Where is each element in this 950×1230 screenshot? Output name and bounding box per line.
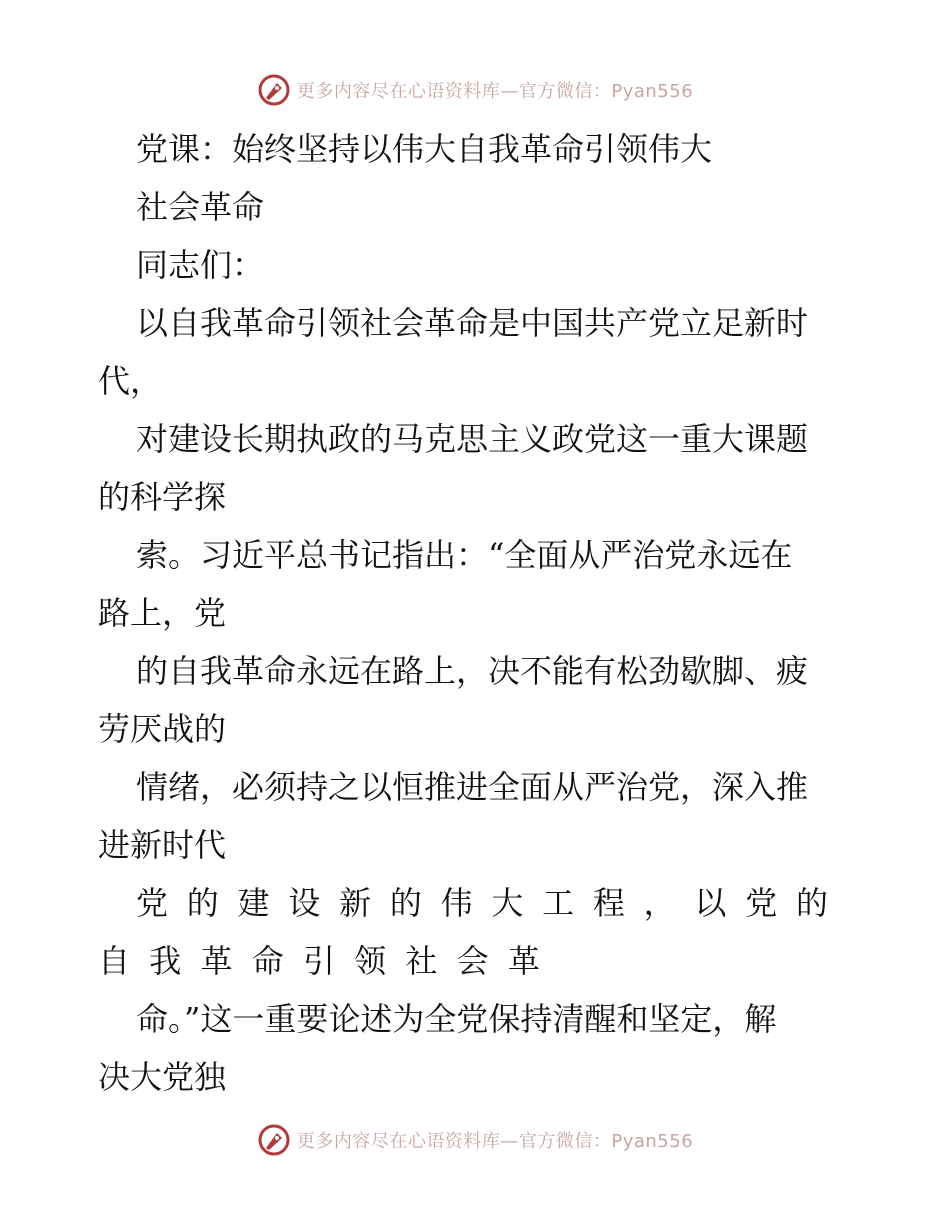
justified-char: 以 <box>694 884 727 922</box>
justified-char: ， <box>643 884 676 922</box>
justified-char: 命 <box>251 942 284 980</box>
title-line-1: 党课：始终坚持以伟大自我革命引领伟大 <box>136 130 713 168</box>
title-line-2: 社会革命 <box>136 188 265 226</box>
justified-char: 革 <box>200 942 233 980</box>
justified-char: 社 <box>405 942 438 980</box>
pen-nib-logo-icon <box>257 73 291 107</box>
footer-watermark <box>0 1120 950 1160</box>
justified-char: 引 <box>302 942 335 980</box>
paragraph-line: 命。”这一重要论述为全党保持清醒和坚定，解 <box>136 1000 777 1038</box>
document-body <box>98 120 858 1106</box>
justified-char: 自 <box>98 942 131 980</box>
justified-line-1 <box>98 874 828 932</box>
justified-char: 新 <box>339 884 372 922</box>
justified-char: 革 <box>507 942 540 980</box>
justified-char: 程 <box>592 884 625 922</box>
justified-line-2 <box>98 932 540 990</box>
paragraph-line: 劳厌战的 <box>98 710 227 748</box>
watermark-text: 更多内容尽在心语资料库—官方微信：Pyan556 <box>296 81 694 102</box>
justified-char: 党 <box>745 884 778 922</box>
watermark-text: 更多内容尽在心语资料库—官方微信：Pyan556 <box>296 1131 694 1152</box>
paragraph-line: 以自我革命引领社会革命是中国共产党立足新时 <box>136 304 809 342</box>
justified-char: 工 <box>542 884 575 922</box>
justified-char: 设 <box>288 884 321 922</box>
justified-char: 的 <box>795 884 828 922</box>
justified-char: 伟 <box>440 884 473 922</box>
paragraph-line: 情绪，必须持之以恒推进全面从严治党，深入推 <box>136 768 809 806</box>
justified-char: 会 <box>456 942 489 980</box>
paragraph-line: 路上，党 <box>98 594 227 632</box>
paragraph-line: 决大党独 <box>98 1058 227 1096</box>
paragraph-line: 代， <box>98 362 163 400</box>
justified-char: 党 <box>136 884 169 922</box>
pen-nib-logo-icon <box>257 1123 291 1157</box>
justified-char: 我 <box>149 942 182 980</box>
justified-char: 领 <box>354 942 387 980</box>
paragraph-line: 对建设长期执政的马克思主义政党这一重大课题 <box>136 420 809 458</box>
greeting: 同志们： <box>136 246 265 284</box>
paragraph-line: 的自我革命永远在路上，决不能有松劲歇脚、疲 <box>136 652 809 690</box>
justified-char: 大 <box>491 884 524 922</box>
header-watermark <box>0 70 950 110</box>
paragraph-line: 索。习近平总书记指出：“全面从严治党永远在 <box>136 536 793 574</box>
justified-char: 的 <box>186 884 219 922</box>
justified-char: 建 <box>237 884 270 922</box>
paragraph-line: 进新时代 <box>98 826 227 864</box>
paragraph-line: 的科学探 <box>98 478 227 516</box>
justified-char: 的 <box>389 884 422 922</box>
